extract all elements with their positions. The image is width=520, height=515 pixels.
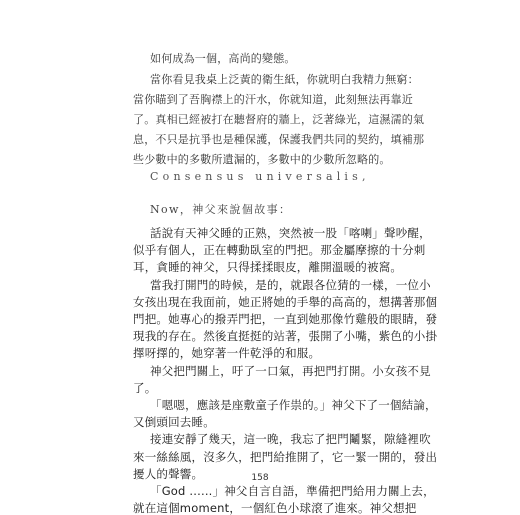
text-line: 女孩出現在我面前，她正將她的手舉的高高的，想搆著那個 [133, 294, 438, 309]
text-line: 了。真相已經被打在聽督府的牆上，泛著綠光，這濕濡的氣 [133, 113, 425, 126]
text-line: 接連安靜了幾天，這一晚，我忘了把門鬮緊，隙縫裡吹 [150, 432, 431, 447]
text-line: 擇呀擇的，她穿著一件乾淨的和服。 [133, 346, 321, 361]
text-line: 現我的存在。然後直挺挺的站著，張開了小嘴，紫色的小掛 [133, 329, 438, 344]
page-number: 158 [251, 473, 269, 483]
latin-phrase: Consensus universalis, [150, 170, 370, 183]
text-line: 耳，貪睡的神父，只得揉揉眼皮，離開溫暖的被窩。 [133, 260, 403, 275]
text-line: 了。 [133, 380, 157, 395]
text-line: 「嗯嗯，應該是座敷童子作祟的。」神父下了一個結論， [150, 398, 437, 412]
text-line: 神父把門關上，吁了一口氣，再把門打開。小女孩不見 [150, 363, 431, 378]
text-line: 話說有天神父睡的正熟，突然被一股「喀喇」聲吵醒， [150, 226, 431, 240]
text-line: 來一絲絲風，沒多久，把門給推開了，它一緊一開的，發出 [133, 449, 438, 464]
text-line: 似乎有個人，正在轉動臥室的門把。那金屬摩擦的十分刺 [133, 243, 426, 258]
text-line: 當你看見我桌上泛黃的衛生紙，你就明白我精力無窮： [150, 73, 419, 86]
text-line: 如何成為一個，高尚的變態。 [150, 52, 296, 65]
text-line: 些少數中的多數所遺漏的，多數中的少數所忽略的。 [133, 153, 391, 166]
text-line: 擾人的聲響。 [133, 466, 204, 481]
text-line: 又倒頭回去睡。 [133, 415, 215, 430]
text-line: 「God ......」神父自言自語，準備把門給用力關上去， [150, 484, 435, 498]
text-line: 當你瞄到了吾胸襟上的汗水，你就知道，此刻無法再靠近 [133, 93, 413, 106]
text-line: 就在這個moment，一個紅色小球滾了進來。神父想把 [133, 501, 417, 515]
section-heading: Now，神父來說個故事： [150, 203, 292, 216]
text-line: 當我打開門的時候，是的，就跟各位猜的一樣，一位小 [150, 277, 431, 292]
text-line: 門把。她專心的撥弄門把，一直到她那像竹雞般的眼睛，發 [133, 312, 438, 326]
text-line: 息，不只是抗爭也是種保護，保護我們共同的契約，填補那 [133, 133, 425, 146]
